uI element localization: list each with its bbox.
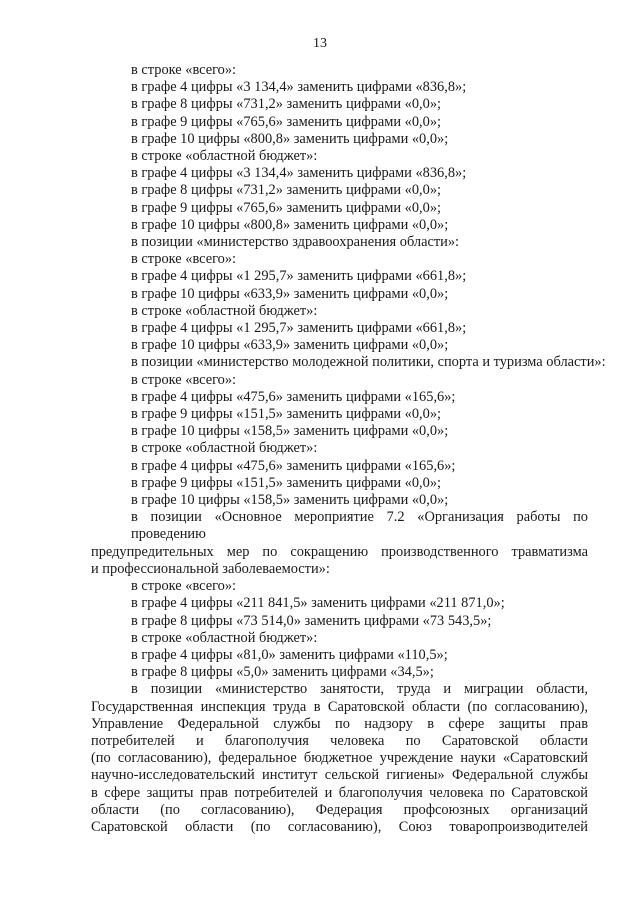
text-line: в графе 8 цифры «731,2» заменить цифрами «0,0»; [131, 182, 442, 199]
text-line: в графе 8 цифры «5,0» заменить цифрами «34,5»; [131, 664, 434, 681]
text-line: в графе 10 цифры «158,5» заменить цифрами «0,0»; [131, 492, 449, 509]
text-line: научно-исследовательский институт сельской гигиены» Федеральной службы [91, 767, 588, 784]
text-line: в графе 9 цифры «765,6» заменить цифрами «0,0»; [131, 199, 442, 216]
text-line: в графе 4 цифры «1 295,7» заменить цифрами «661,8»; [131, 320, 467, 337]
text-line: Управление Федеральной службы по надзору в сфере защиты прав [91, 715, 588, 732]
document-body [91, 62, 606, 836]
text-line: в строке «областной бюджет»: [131, 148, 318, 165]
text-line: в графе 4 цифры «211 841,5» заменить цифрами «211 871,0»; [131, 595, 505, 612]
text-line: в графе 10 цифры «800,8» заменить цифрами «0,0»; [131, 216, 449, 233]
text-line: в строке «всего»: [131, 371, 237, 388]
text-line: в графе 4 цифры «3 134,4» заменить цифрами «836,8»; [131, 79, 467, 96]
text-line: Саратовской области (по согласованию), Союз товаропроизводителей [91, 818, 588, 835]
text-line: в строке «областной бюджет»: [131, 302, 318, 319]
text-line: в графе 8 цифры «731,2» заменить цифрами «0,0»; [131, 96, 442, 113]
text-line: Государственная инспекция труда в Саратовской области (по согласованию), [91, 698, 588, 715]
text-line: в графе 9 цифры «151,5» заменить цифрами «0,0»; [131, 406, 442, 423]
text-line: в графе 10 цифры «800,8» заменить цифрами «0,0»; [131, 130, 449, 147]
text-line: в позиции «министерство здравоохранения области»: [131, 234, 460, 251]
text-line: в строке «областной бюджет»: [131, 440, 318, 457]
page-number: 13 [313, 36, 327, 51]
text-line: в графе 10 цифры «633,9» заменить цифрами «0,0»; [131, 285, 449, 302]
text-line: в строке «всего»: [131, 251, 237, 268]
text-line: в позиции «министерство занятости, труда и миграции области, [131, 681, 588, 698]
text-line: и профессиональной заболеваемости»: [91, 560, 330, 577]
text-line: в строке «всего»: [131, 578, 237, 595]
text-line: в графе 4 цифры «3 134,4» заменить цифрами «836,8»; [131, 165, 467, 182]
text-line: предупредительных мер по сокращению производственного травматизма [91, 543, 588, 560]
text-line: в графе 4 цифры «81,0» заменить цифрами «110,5»; [131, 646, 448, 663]
text-line: в графе 10 цифры «158,5» заменить цифрами «0,0»; [131, 423, 449, 440]
text-line: в графе 9 цифры «765,6» заменить цифрами «0,0»; [131, 113, 442, 130]
text-line: в графе 10 цифры «633,9» заменить цифрами «0,0»; [131, 337, 449, 354]
text-line: в графе 4 цифры «475,6» заменить цифрами «165,6»; [131, 388, 456, 405]
text-line: потребителей и благополучия человека по Саратовской области [91, 732, 588, 749]
text-line: в строке «областной бюджет»: [131, 629, 318, 646]
text-line: в позиции «Основное мероприятие 7.2 «Организация работы по проведению [131, 509, 588, 543]
text-line: в сфере защиты прав потребителей и благополучия человека по Саратовской [91, 784, 588, 801]
text-line: в графе 4 цифры «1 295,7» заменить цифрами «661,8»; [131, 268, 467, 285]
text-line: в графе 8 цифры «73 514,0» заменить цифрами «73 543,5»; [131, 612, 492, 629]
text-line: в строке «всего»: [131, 62, 237, 78]
text-line: в графе 9 цифры «151,5» заменить цифрами «0,0»; [131, 474, 442, 491]
text-line: в графе 4 цифры «475,6» заменить цифрами «165,6»; [131, 457, 456, 474]
text-line: (по согласованию), федеральное бюджетное учреждение науки «Саратовский [91, 750, 588, 767]
text-line: области (по согласованию), Федерация профсоюзных организаций [91, 801, 588, 818]
text-line: в позиции «министерство молодежной политики, спорта и туризма области»: [131, 354, 606, 371]
